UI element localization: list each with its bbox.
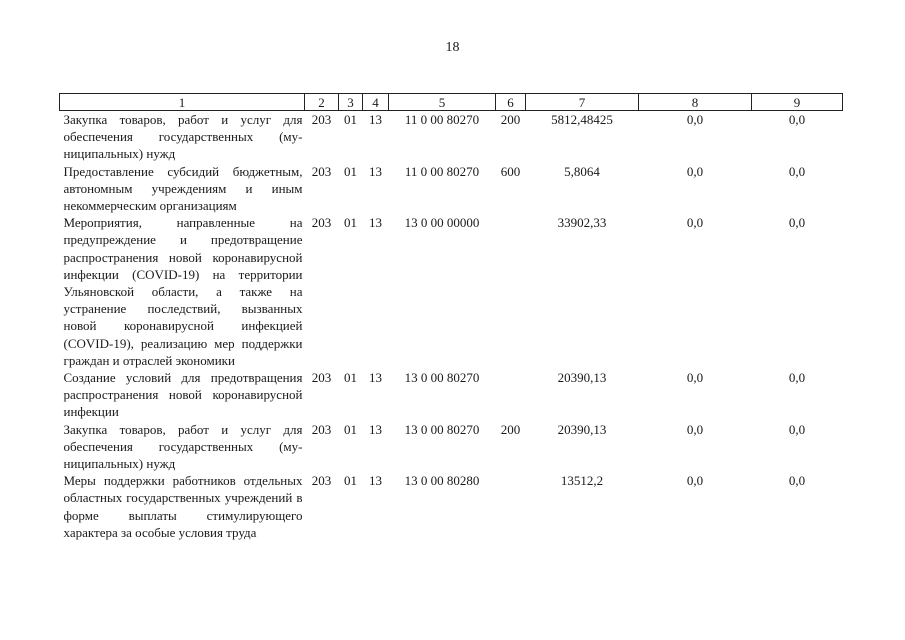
cell-code-4: 13: [369, 112, 382, 127]
cell-code-4: 13: [369, 163, 382, 179]
cell-code-3: 01: [344, 421, 357, 437]
cell-col-9: 0,0: [788, 473, 806, 489]
cell-col-8: 0,0: [686, 370, 704, 386]
cell-target-article: 13 0 00 80270: [404, 421, 480, 437]
cell-code-2: 203: [311, 112, 332, 127]
cell-code-2: 203: [311, 421, 332, 437]
cell-amount: 20390,13: [557, 421, 607, 437]
cell-col-9: 0,0: [788, 163, 806, 179]
row-description: Предоставление субсидий бюджетным, автономным учреждениям и иным некоммерческим организациям: [63, 163, 303, 214]
cell-col-8: 0,0: [686, 473, 704, 489]
table-row: [60, 369, 843, 421]
cell-code-4: 13: [369, 421, 382, 437]
cell-code-3: 01: [344, 473, 357, 489]
cell-code-3: 01: [344, 112, 357, 127]
row-description: Создание условий для предотвращения распространения новой коронавирусной инфекции: [63, 370, 303, 420]
cell-col-9: 0,0: [788, 421, 806, 437]
header-col-2: 2: [305, 94, 339, 111]
table-row: [60, 472, 843, 541]
cell-code-3: 01: [344, 163, 357, 179]
cell-code-3: 01: [344, 370, 357, 386]
header-col-8: 8: [639, 94, 752, 111]
header-col-3: 3: [339, 94, 363, 111]
row-description: Мероприятия, направленные на предупреждение и предотвращение распространения новой коронавирусной инфекции (COVID-19) на территории Ульяновской области, а также на устранение последствий, вызванных новой коронавирусной инфекцией (COVID-19), реализацию мер поддержки граждан и отраслей экономики: [63, 215, 303, 368]
cell-expense-type: [496, 214, 526, 369]
table-row: [60, 111, 843, 163]
header-col-4: 4: [363, 94, 389, 111]
header-row: [60, 94, 843, 111]
header-col-1: 1: [60, 94, 305, 111]
cell-amount: 5812,48425: [551, 112, 613, 127]
cell-col-9: 0,0: [788, 370, 806, 386]
cell-amount: 33902,33: [557, 215, 607, 231]
cell-code-2: 203: [311, 370, 332, 386]
cell-expense-type: 200: [500, 421, 521, 437]
cell-amount: 20390,13: [557, 370, 607, 386]
cell-amount: 5,8064: [564, 163, 600, 179]
cell-expense-type: 200: [500, 112, 521, 127]
cell-expense-type: [496, 369, 526, 421]
budget-table: [59, 93, 843, 541]
cell-target-article: 13 0 00 00000: [404, 215, 480, 231]
table-row: [60, 163, 843, 215]
row-description: Закупка товаров, работ и услуг для обеспечения государственных (муниципальных) нужд: [63, 421, 303, 472]
cell-code-2: 203: [311, 473, 332, 489]
cell-expense-type: 600: [500, 163, 521, 179]
cell-col-8: 0,0: [686, 163, 704, 179]
cell-target-article: 11 0 00 80270: [404, 163, 480, 179]
cell-code-2: 203: [311, 215, 332, 231]
cell-col-8: 0,0: [686, 112, 704, 127]
table-row: [60, 214, 843, 369]
row-description: Меры поддержки работников отдельных областных государственных учреждений в форме выплаты стимулирующего характера за особые условия труда: [63, 473, 303, 540]
header-col-5: 5: [389, 94, 496, 111]
header-col-6: 6: [496, 94, 526, 111]
header-col-9: 9: [752, 94, 843, 111]
cell-code-3: 01: [344, 215, 357, 231]
cell-target-article: 13 0 00 80270: [404, 370, 480, 386]
cell-col-8: 0,0: [686, 215, 704, 231]
cell-target-article: 13 0 00 80280: [404, 473, 480, 489]
cell-code-2: 203: [311, 163, 332, 179]
cell-code-4: 13: [369, 370, 382, 386]
cell-col-9: 0,0: [788, 112, 806, 127]
row-description: Закупка товаров, работ и услуг для обеспечения государственных (муниципальных) нужд: [63, 112, 303, 162]
cell-expense-type: [496, 472, 526, 541]
cell-col-9: 0,0: [788, 215, 806, 231]
cell-code-4: 13: [369, 215, 382, 231]
page-number: 18: [445, 40, 460, 55]
cell-code-4: 13: [369, 473, 382, 489]
cell-col-8: 0,0: [686, 421, 704, 437]
header-col-7: 7: [526, 94, 639, 111]
cell-amount: 13512,2: [560, 473, 604, 489]
table-row: [60, 421, 843, 473]
cell-target-article: 11 0 00 80270: [404, 112, 480, 127]
